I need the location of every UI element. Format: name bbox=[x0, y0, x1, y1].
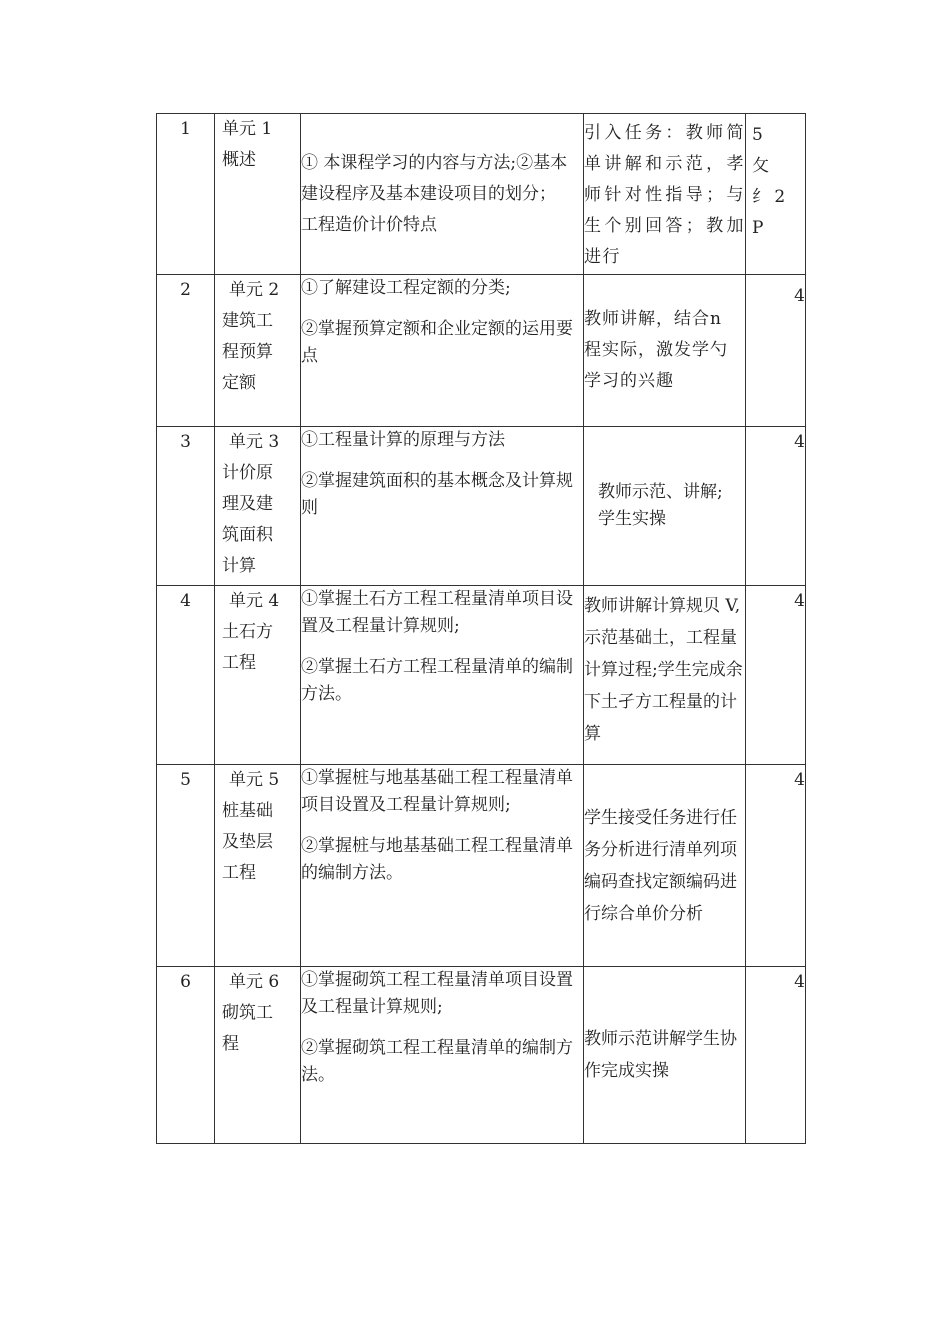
content-cell bbox=[301, 114, 584, 275]
method-cell: 学生接受任务进行任务分析进行清单列项编码查找定额编码进行综合单价分析 bbox=[584, 765, 746, 967]
method-cell: 引入任务：教师简单讲解和示范，孝师针对性指导；与生个别回答；教加进行 bbox=[584, 114, 746, 275]
unit-cell bbox=[215, 765, 301, 967]
table-row bbox=[157, 275, 806, 427]
hours-cell: 5 攵 纟 2 P bbox=[746, 114, 806, 275]
content-item: ②掌握土石方工程工程量清单的编制方法。 bbox=[301, 657, 573, 704]
unit-cell bbox=[215, 967, 301, 1144]
table-row bbox=[157, 427, 806, 586]
unit-label: 单元 1 bbox=[222, 119, 273, 139]
content-item: ②掌握建筑面积的基本概念及计算规则 bbox=[301, 471, 573, 518]
row-number-cell: 5 bbox=[157, 765, 215, 967]
content-cell bbox=[301, 427, 584, 586]
method-cell: 教师示范、讲解; 学生实操 bbox=[584, 427, 746, 586]
content-cell bbox=[301, 586, 584, 765]
content-item: ②掌握预算定额和企业定额的运用要点 bbox=[301, 319, 573, 366]
row-number-cell: 3 bbox=[157, 427, 215, 586]
hours-cell: 4 bbox=[746, 586, 806, 765]
content-item: ①掌握土石方工程工程量清单项目设置及工程量计算规则; bbox=[301, 589, 573, 636]
unit-label: 单元 6 bbox=[229, 972, 280, 992]
row-number-cell: 1 bbox=[157, 114, 215, 275]
unit-label: 单元 3 bbox=[229, 432, 280, 452]
row-number-cell: 4 bbox=[157, 586, 215, 765]
unit-name: 桩基础及垫层工程 bbox=[222, 801, 273, 883]
unit-name: 砌筑工程 bbox=[222, 1003, 273, 1054]
content-item: ①掌握桩与地基基础工程工程量清单项目设置及工程量计算规则; bbox=[301, 768, 573, 815]
content-cell bbox=[301, 765, 584, 967]
row-number-cell: 2 bbox=[157, 275, 215, 427]
unit-label: 单元 4 bbox=[229, 591, 280, 611]
content-item: ②掌握砌筑工程工程量清单的编制方法。 bbox=[301, 1038, 573, 1085]
content-cell bbox=[301, 967, 584, 1144]
unit-name: 概述 bbox=[222, 150, 256, 170]
content-cell bbox=[301, 275, 584, 427]
method-cell: 教师讲解计算规贝 V,示范基础土，工程量计算过程;学生完成余下土孑方工程量的计算 bbox=[584, 586, 746, 765]
hours-cell: 4 bbox=[746, 427, 806, 586]
table-row bbox=[157, 967, 806, 1144]
unit-cell bbox=[215, 275, 301, 427]
hours-cell: 4 bbox=[746, 967, 806, 1144]
row-number-cell: 6 bbox=[157, 967, 215, 1144]
unit-cell bbox=[215, 114, 301, 275]
content-item: ①掌握砌筑工程工程量清单项目设置及工程量计算规则; bbox=[301, 970, 573, 1017]
table-row bbox=[157, 114, 806, 275]
course-schedule-table bbox=[156, 113, 806, 1144]
hours-cell: 4 bbox=[746, 765, 806, 967]
unit-name: 建筑工程预算定额 bbox=[222, 311, 273, 393]
unit-label: 单元 2 bbox=[229, 280, 280, 300]
content-item: ①工程量计算的原理与方法 bbox=[301, 430, 505, 450]
content-item: ②掌握桩与地基基础工程工程量清单的编制方法。 bbox=[301, 836, 573, 883]
unit-name: 土石方工程 bbox=[222, 622, 273, 673]
hours-cell: 4 bbox=[746, 275, 806, 427]
content-item: ①了解建设工程定额的分类; bbox=[301, 278, 511, 298]
method-cell: 教师示范讲解学生协作完成实操 bbox=[584, 967, 746, 1144]
unit-cell bbox=[215, 427, 301, 586]
unit-label: 单元 5 bbox=[229, 770, 280, 790]
method-cell: 教师讲解，结合n 程实际，激发学勺学习的兴趣 bbox=[584, 275, 746, 427]
unit-cell bbox=[215, 586, 301, 765]
table-row bbox=[157, 765, 806, 967]
table-row bbox=[157, 586, 806, 765]
unit-name: 计价原理及建筑面积计算 bbox=[222, 463, 273, 576]
content-item: ① 本课程学习的内容与方法;②基本建设程序及基本建设项目的划分；工程造价计价特点 bbox=[301, 152, 568, 235]
